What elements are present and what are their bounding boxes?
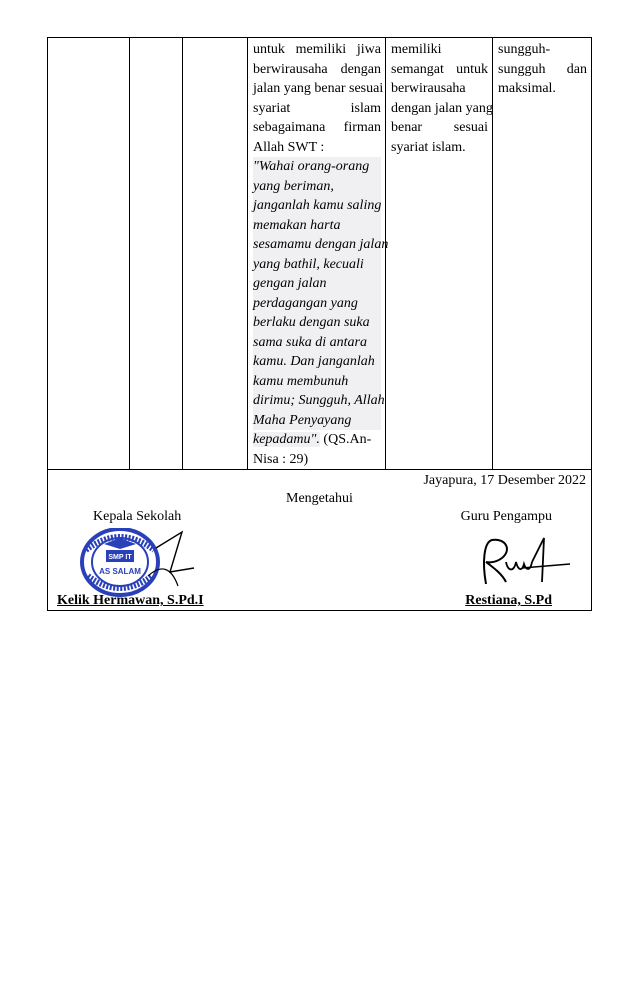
quran-quote-line: janganlah kamu saling — [253, 196, 381, 216]
lesson-plan-table — [47, 37, 592, 611]
quran-quote-line: sama suka di antara — [253, 333, 381, 353]
quran-quote-line: Maha Penyayang — [253, 411, 381, 431]
activity-line: untuk memiliki jiwa — [253, 42, 381, 57]
table-cell-empty-3 — [183, 38, 248, 470]
acknowledged-label: Mengetahui — [286, 491, 353, 506]
activity-line: jalan yang benar sesuai — [253, 81, 384, 96]
goal-line: berwirausaha — [391, 81, 466, 96]
assessment-line: sungguh dan — [498, 61, 587, 77]
principal-name: Kelik Hermawan, S.Pd.I — [57, 593, 204, 608]
activity-line: sebagaimana firman — [253, 120, 381, 135]
table-cell-goal — [386, 38, 493, 470]
school-stamp-logo — [78, 528, 198, 598]
assessment-line: maksimal. — [498, 81, 556, 96]
goal-line: benar sesuai — [391, 120, 488, 135]
place-date: Jayapura, 17 Desember 2022 — [423, 473, 586, 488]
table-cell-empty-2 — [130, 38, 183, 470]
goal-line: memiliki — [391, 42, 442, 57]
activity-text — [248, 38, 389, 469]
assessment-text — [493, 38, 591, 99]
goal-line: syariat islam. — [391, 139, 466, 155]
quran-quote-line: kepadamu". — [253, 432, 320, 447]
principal-title: Kepala Sekolah — [93, 509, 182, 524]
svg-text:SMP IT: SMP IT — [108, 554, 132, 561]
goal-line: dengan jalan yang — [391, 100, 493, 116]
quran-reference: (QS.An- — [319, 432, 372, 447]
document-page — [47, 37, 591, 611]
activity-line: syariat islam — [253, 100, 381, 116]
quran-quote-line: memakan harta — [253, 216, 381, 236]
table-cell-assessment — [493, 38, 592, 470]
quran-quote-line: berlaku dengan suka — [253, 313, 381, 333]
goal-line: semangat untuk — [391, 61, 488, 77]
signature-cell — [48, 470, 592, 611]
assessment-line: sungguh- — [498, 42, 551, 57]
table-cell-activity — [248, 38, 389, 470]
goal-text — [386, 38, 492, 157]
quran-quote-line: kamu membunuh — [253, 372, 381, 392]
quran-reference-end: Nisa : 29) — [253, 451, 309, 467]
quran-quote-line: gengan jalan — [253, 274, 381, 294]
quran-quote-line: perdagangan yang — [253, 294, 381, 314]
table-cell-empty-1 — [48, 38, 130, 470]
svg-text:AS SALAM: AS SALAM — [99, 567, 141, 576]
quran-quote-line: kamu. Dan janganlah — [253, 352, 381, 372]
table-row — [48, 38, 592, 470]
signature-row — [48, 470, 592, 611]
activity-line: berwirausaha dengan — [253, 61, 381, 77]
activity-line: Allah SWT : — [253, 139, 325, 155]
quran-quote-line: "Wahai orang-orang — [253, 157, 381, 177]
quran-quote-line: sesamamu dengan jalan — [253, 235, 381, 255]
quran-quote-line: yang bathil, kecuali — [253, 255, 381, 275]
quran-quote-line: dirimu; Sungguh, Allah — [253, 391, 381, 411]
quran-quote-line: yang beriman, — [253, 177, 381, 197]
teacher-signature — [472, 532, 572, 588]
teacher-title: Guru Pengampu — [460, 509, 552, 524]
teacher-name: Restiana, S.Pd — [465, 593, 552, 608]
quran-quote-last-line — [253, 430, 381, 450]
